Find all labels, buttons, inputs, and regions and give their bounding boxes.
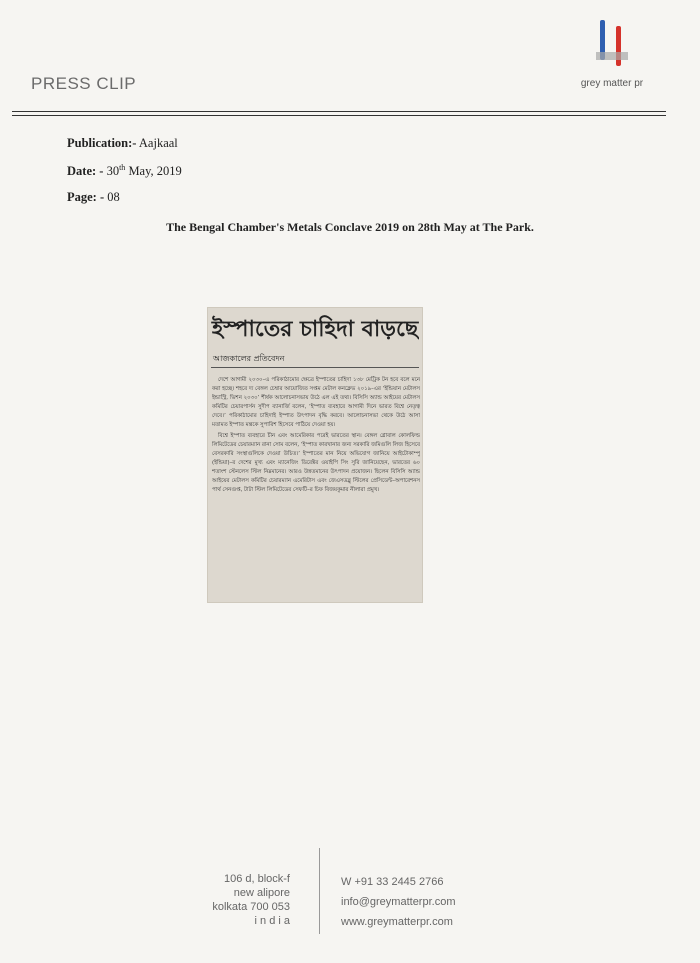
address-line: 106 d, block-f <box>223 873 290 885</box>
page-line <box>67 190 120 205</box>
logo-red-bar <box>616 26 621 66</box>
clip-paragraph: বিশ্বে ইস্পাত ব্যবহারে চীন এবং আমেরিকার পরেই ভারতের স্থান। বেঙ্গল গ্লোবাল কোলফিল্ড লিমিটেডের চেয়ারম্যান রানা সোম বলেন, ‘ইস্পাত কারখানার জন্য সরকারি জমিগুলি লিজ হিসেবে বেসরকারি সংস্থাগুলিকে দেওয়া উচিত।’ ইস্পাতের মান নিয়ে অভিযোগ জানিয়ে আইটোকাম্পু (ইন্ডিয়া)–র দেশের মুখ্য এবং ম্যানেজিং ডিরেক্টর ওয়াইপি সিং সুরি জানিয়েছেন, ভারতের ৬০ শতাংশ স্টেনলেস স্টিল নিম্নমানের। আরও উন্নতমানের উৎপাদন প্রয়োজন। ছিলেন বিসিসি অ্যান্ড আইয়ের মেটালস কমিটির চেয়ারম্যান এমেরিটাস এবং জেএসডব্লু স্টিলের প্রেসিডেন্ট–অপারেশনস পার্থ সেনগুপ্ত, টাটা স্টিল লিমিটেডের সেফটি–র চিফ বিজয়কুমার নীলারা প্রমুখ। <box>212 433 420 493</box>
footer-email: info@greymatterpr.com <box>341 896 456 908</box>
footer-phone: W +91 33 2445 2766 <box>341 876 444 888</box>
clip-body <box>212 376 420 600</box>
logo-bars-icon <box>596 18 628 66</box>
clip-byline-rule <box>211 367 419 368</box>
logo-brush-stroke <box>596 52 628 60</box>
page-title: PRESS CLIP <box>31 74 137 93</box>
footer-contact <box>341 872 456 932</box>
footer-divider <box>319 848 320 934</box>
grey-matter-logo <box>572 16 652 96</box>
address-line: kolkata 700 053 <box>212 901 290 913</box>
clip-byline: আজকালের প্রতিবেদন <box>213 354 285 363</box>
header-rule-top <box>12 111 666 112</box>
date-day: 30 <box>106 164 120 179</box>
publication-line <box>67 136 178 151</box>
address-line: i n d i a <box>254 915 290 927</box>
newspaper-clipping <box>207 307 423 603</box>
page-label: Page: - <box>67 190 105 204</box>
clip-caption: The Bengal Chamber's Metals Conclave 2019 on 28th May at The Park. <box>166 220 534 234</box>
publication-label: Publication:- <box>67 136 137 150</box>
clip-paragraph: দেশে আগামী ২০৩০–এ পরিকাঠামোর ক্ষেত্রে ইস্পাতের চাহিদা ১৩৮ মেট্রিক টন হবে বলে মনে করা হচ্ছে। শহরে দ্য বেঙ্গল চেম্বার আয়োজিত সপ্তম মেটাল কনক্লেভ ২০১৯–এর ‘ইন্ডিয়ান মেটালস ইন্ডাস্ট্রি, ভিশন ২০৩০’ শীর্ষক আলোচনাসভায় উঠে এল এই তথ্য। বিসিসি অ্যান্ড আইয়ের মেটালস কমিটির চেয়ারপার্সন সুদীপ ব্যানার্জি বলেন, ‘ইস্পাত ব্যবহারে আগামী দিনে ভারত বিশ্বে নেতৃত্ব দেবে।’ পরিকাঠামোর চাহিদাই ইস্পাত উৎপাদন বৃদ্ধি করবে। আলোচনাসভা থেকে উঠে আসা মতামত ইস্পাত মন্ত্রকে সুপারিশ হিসেবে পাঠিয়ে দেওয়া হয়। <box>212 377 420 428</box>
date-suffix: th <box>119 163 126 172</box>
page-value: 08 <box>107 190 120 204</box>
header-rule-bottom <box>12 115 666 116</box>
logo-text: grey matter pr <box>580 78 644 89</box>
footer-address <box>212 872 290 928</box>
footer-website: www.greymatterpr.com <box>341 916 453 928</box>
publication-value: Aajkaal <box>138 136 178 150</box>
date-line <box>67 163 182 179</box>
clip-headline: ইস্পাতের চাহিদা বাড়ছে <box>211 317 419 342</box>
date-label: Date: - <box>67 164 104 179</box>
date-rest: May, 2019 <box>128 164 182 179</box>
address-line: new alipore <box>233 887 290 899</box>
